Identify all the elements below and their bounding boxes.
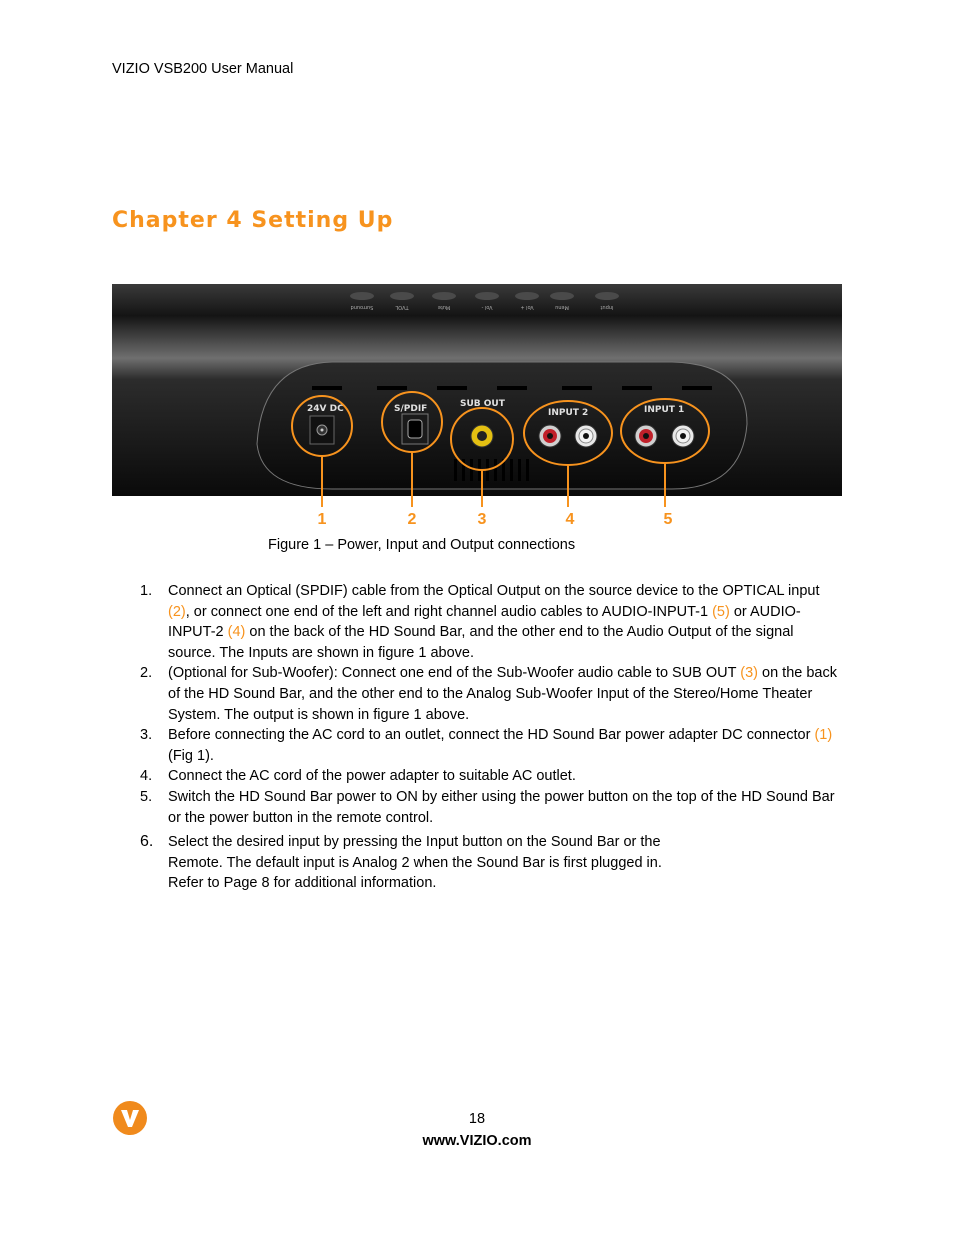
step-number: 6. bbox=[140, 833, 154, 851]
step-text: Connect an Optical (SPDIF) cable from the Optical Output on the source device to the OPTICAL input bbox=[168, 583, 820, 599]
top-button-label: Input bbox=[600, 304, 614, 310]
page-number: 18 bbox=[468, 1111, 486, 1127]
callout-number: 1 bbox=[317, 511, 327, 528]
figure-reference: (3) bbox=[740, 665, 758, 682]
setup-step bbox=[112, 581, 842, 663]
port-label: INPUT 2 bbox=[548, 408, 589, 418]
step-number: 4. bbox=[140, 768, 153, 785]
setup-step bbox=[112, 663, 842, 725]
step-number: 2. bbox=[140, 665, 153, 682]
figure-caption: Figure 1 – Power, Input and Output connections bbox=[268, 537, 576, 553]
top-button-label: Surround bbox=[350, 304, 374, 310]
port-label: INPUT 1 bbox=[644, 405, 685, 415]
setup-step bbox=[112, 725, 842, 766]
callout-number: 3 bbox=[477, 511, 487, 528]
step-text: on the back of the HD Sound Bar, and the other end to the Audio Output of the signal source. The Inputs are shown in figure 1 above. bbox=[168, 624, 794, 661]
top-button-label: TVOL bbox=[395, 304, 409, 310]
callout-number: 2 bbox=[407, 511, 417, 528]
step-text-line: Refer to Page 8 for additional information. bbox=[168, 875, 437, 892]
callout-number: 4 bbox=[565, 511, 575, 528]
step-text-line: Select the desired input by pressing the Input button on the Sound Bar or the bbox=[168, 834, 661, 851]
figure-reference: (2) bbox=[168, 603, 186, 620]
top-button-label: Vol - bbox=[481, 304, 493, 310]
step-text: Switch the HD Sound Bar power to ON by either using the power button on the top of the HD Sound Bar or the power button in the remote control. bbox=[168, 788, 835, 826]
step-text: (Optional for Sub-Woofer): Connect one end of the Sub-Woofer audio cable to SUB OUT bbox=[168, 665, 741, 682]
setup-step bbox=[112, 766, 842, 787]
soundbar-connections-figure bbox=[112, 284, 842, 534]
dc-power-jack bbox=[310, 416, 334, 444]
top-button-label: Mute bbox=[437, 304, 451, 310]
top-button-label: Menu bbox=[555, 304, 569, 310]
port-label: SUB OUT bbox=[460, 399, 505, 409]
document-header: VIZIO VSB200 User Manual bbox=[112, 61, 294, 77]
top-button-label: Vol + bbox=[520, 304, 534, 310]
setup-step bbox=[112, 787, 842, 828]
step-number: 3. bbox=[140, 727, 153, 744]
port-label: S/PDIF bbox=[394, 404, 428, 414]
step-text: (Fig 1). bbox=[168, 747, 214, 764]
step-number: 5. bbox=[140, 788, 153, 805]
spdif-optical-port bbox=[402, 414, 428, 444]
step-text: on the back of the HD Sound Bar, and the other end to the Analog Sub-Woofer Input of the Stereo/Home Theater System. The output is shown in figure 1 above. bbox=[168, 665, 837, 723]
step-text-line: Remote. The default input is Analog 2 when the Sound Bar is first plugged in. bbox=[168, 854, 662, 871]
chapter-title: Chapter 4 Setting Up bbox=[112, 208, 394, 233]
step-text: Before connecting the AC cord to an outlet, connect the HD Sound Bar power adapter DC connector bbox=[168, 727, 815, 744]
figure-reference: (4) bbox=[227, 624, 246, 641]
setup-step bbox=[112, 832, 842, 894]
port-label: 24V DC bbox=[307, 404, 344, 414]
sub-out-rca-jack bbox=[471, 425, 493, 447]
step-text: Connect the AC cord of the power adapter to suitable AC outlet. bbox=[168, 768, 576, 785]
footer-url: www.VIZIO.com bbox=[422, 1133, 532, 1149]
step-text: , or connect one end of the left and right channel audio cables to AUDIO-INPUT-1 bbox=[185, 603, 713, 620]
figure-reference: (1) bbox=[814, 727, 833, 744]
step-text: or AUDIO-INPUT-2 bbox=[168, 603, 801, 641]
figure-reference: (5) bbox=[712, 603, 730, 620]
setup-steps-list bbox=[112, 581, 842, 894]
step-number: 1. bbox=[140, 583, 153, 599]
callout-number: 5 bbox=[663, 511, 673, 528]
